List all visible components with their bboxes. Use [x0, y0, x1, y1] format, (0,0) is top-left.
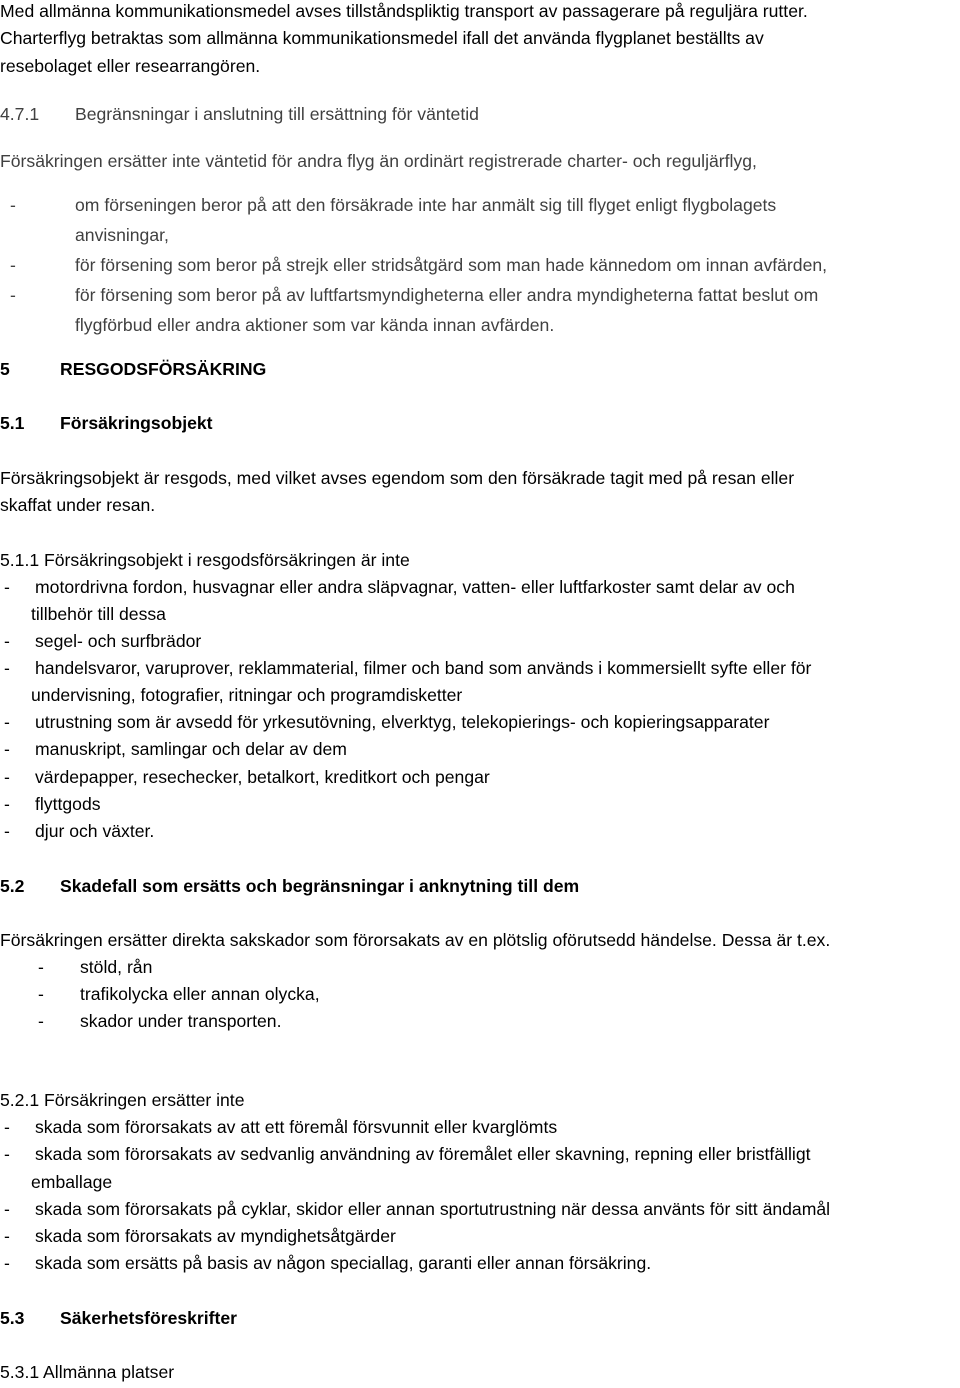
- list-dash: -: [38, 957, 44, 977]
- section-4-7-1-intro: Försäkringen ersätter inte väntetid för andra flyg än ordinärt registrerade charter- och reguljärflyg,: [0, 151, 757, 171]
- list-item: segel- och surfbrädor: [35, 631, 202, 651]
- list-item: värdepapper, resechecker, betalkort, kreditkort och pengar: [35, 767, 490, 787]
- list-dash: -: [4, 1117, 10, 1137]
- intro-line-1: Med allmänna kommunikationsmedel avses tillståndspliktig transport av passagerare på reguljära rutter.: [0, 1, 808, 21]
- list-dash: -: [4, 1253, 10, 1273]
- section-5-3-1-heading: 5.3.1 Allmänna platser: [0, 1362, 175, 1382]
- list-dash: -: [10, 195, 16, 215]
- section-4-7-1-number: 4.7.1: [0, 104, 40, 124]
- chapter-5-number: 5: [0, 359, 10, 379]
- list-item: skador under transporten.: [80, 1011, 282, 1031]
- section-5-1-number: 5.1: [0, 413, 25, 433]
- list-item: motordrivna fordon, husvagnar eller andra släpvagnar, vatten- eller luftfarkoster samt delar av och: [35, 577, 795, 597]
- list-item: skada som förorsakats på cyklar, skidor eller annan sportutrustning när dessa använts för sitt ändamål: [35, 1199, 831, 1219]
- list-item: handelsvaror, varuprover, reklammaterial, filmer och band som används i kommersiellt syfte eller för: [35, 658, 812, 678]
- list-item: om förseningen beror på att den försäkrade inte har anmält sig till flyget enligt flygbolagets: [75, 195, 777, 215]
- section-5-2-intro: Försäkringen ersätter direkta sakskador som förorsakats av en plötslig oförutsedd händelse. Dessa är t.ex.: [0, 930, 831, 950]
- list-dash: -: [38, 984, 44, 1004]
- list-dash: -: [4, 1226, 10, 1246]
- list-dash: -: [38, 1011, 44, 1031]
- list-dash: -: [4, 767, 10, 787]
- list-item: för försening som beror på strejk eller stridsåtgärd som man hade kännedom om innan avfärden,: [75, 255, 828, 275]
- list-dash: -: [4, 739, 10, 759]
- list-dash: -: [4, 658, 10, 678]
- section-5-1-paragraph: Försäkringsobjekt är resgods, med vilket avses egendom som den försäkrade tagit med på resan eller: [0, 468, 795, 488]
- list-dash: -: [4, 631, 10, 651]
- list-item: trafikolycka eller annan olycka,: [80, 984, 320, 1004]
- section-4-7-1-title: Begränsningar i anslutning till ersättning för väntetid: [75, 104, 479, 124]
- list-dash: -: [4, 1199, 10, 1219]
- list-dash: -: [4, 1144, 10, 1164]
- list-dash: -: [4, 577, 10, 597]
- list-item: för försening som beror på av luftfartsmyndigheterna eller andra myndigheterna fattat beslut om: [75, 285, 819, 305]
- section-5-3-number: 5.3: [0, 1308, 25, 1328]
- section-5-1-title: Försäkringsobjekt: [60, 413, 213, 433]
- list-item-continuation: emballage: [31, 1172, 113, 1192]
- list-dash: -: [4, 821, 10, 841]
- list-dash: -: [10, 285, 16, 305]
- section-5-1-1-heading: 5.1.1 Försäkringsobjekt i resgodsförsäkringen är inte: [0, 550, 410, 570]
- list-item: skada som ersätts på basis av någon speciallag, garanti eller annan försäkring.: [35, 1253, 652, 1273]
- list-item-continuation: anvisningar,: [75, 225, 169, 245]
- list-item: djur och växter.: [35, 821, 155, 841]
- section-5-2-number: 5.2: [0, 876, 25, 896]
- list-item: skada som förorsakats av sedvanlig användning av föremålet eller skavning, repning eller bristfälligt: [35, 1144, 811, 1164]
- list-item: utrustning som är avsedd för yrkesutövning, elverktyg, telekopierings- och kopieringsapparater: [35, 712, 770, 732]
- list-dash: -: [4, 712, 10, 732]
- chapter-5-title: RESGODSFÖRSÄKRING: [60, 359, 267, 379]
- list-item-continuation: undervisning, fotografier, ritningar och programdisketter: [31, 685, 463, 705]
- intro-line-3: resebolaget eller researrangören.: [0, 56, 261, 76]
- intro-line-2: Charterflyg betraktas som allmänna kommunikationsmedel ifall det använda flygplanet beställts av: [0, 28, 764, 48]
- list-item: manuskript, samlingar och delar av dem: [35, 739, 347, 759]
- section-5-2-title: Skadefall som ersätts och begränsningar i anknytning till dem: [60, 876, 580, 896]
- section-5-1-paragraph-cont: skaffat under resan.: [0, 495, 156, 515]
- list-item: skada som förorsakats av att ett föremål försvunnit eller kvarglömts: [35, 1117, 558, 1137]
- list-item: skada som förorsakats av myndighetsåtgärder: [35, 1226, 396, 1246]
- list-dash: -: [10, 255, 16, 275]
- section-5-3-title: Säkerhetsföreskrifter: [60, 1308, 238, 1328]
- list-item-continuation: tillbehör till dessa: [31, 604, 166, 624]
- list-item: stöld, rån: [80, 957, 153, 977]
- section-5-2-1-heading: 5.2.1 Försäkringen ersätter inte: [0, 1090, 245, 1110]
- list-item: flyttgods: [35, 794, 101, 814]
- list-dash: -: [4, 794, 10, 814]
- list-item-continuation: flygförbud eller andra aktioner som var kända innan avfärden.: [75, 315, 555, 335]
